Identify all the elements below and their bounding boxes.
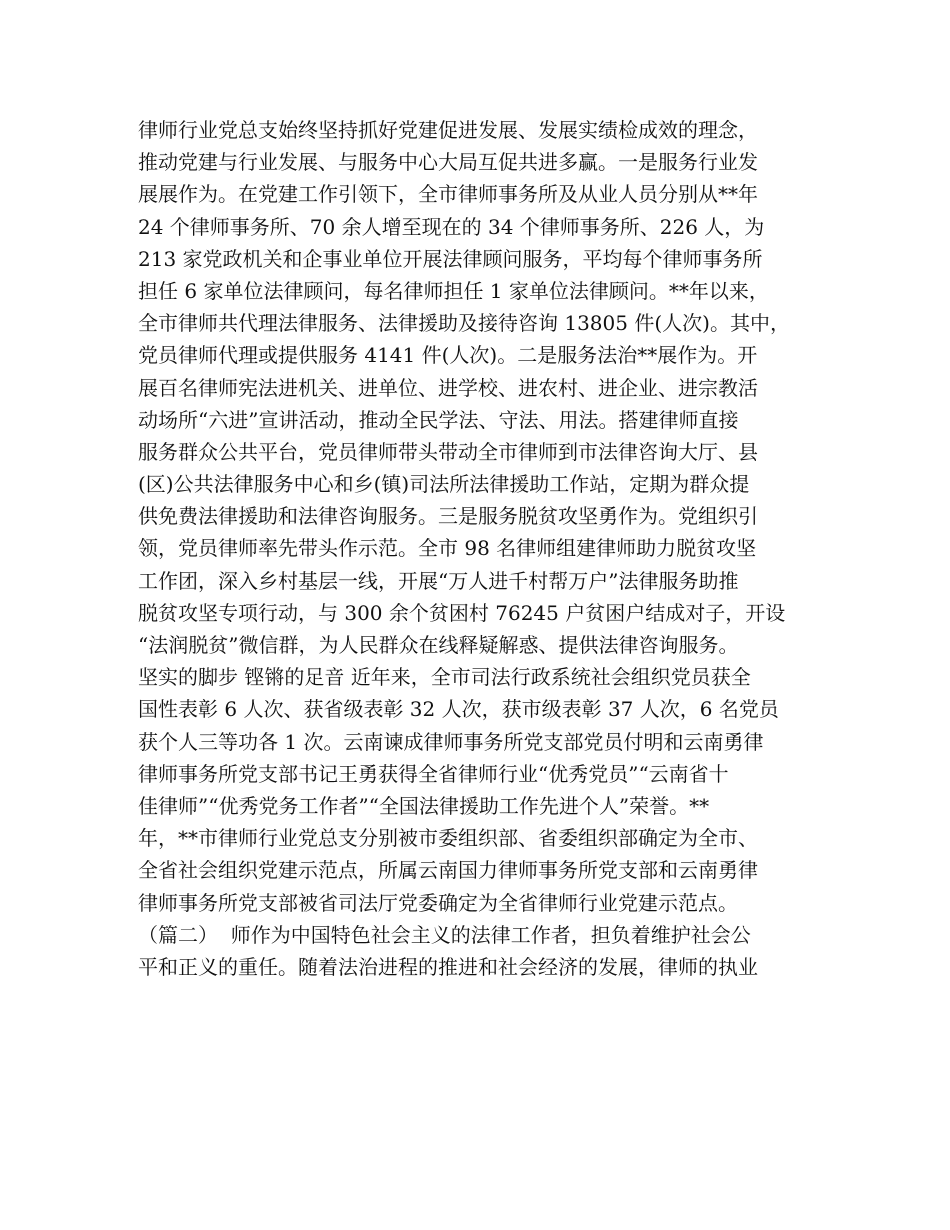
text-line: 领，党员律师率先带头作示范。全市 98 名律师组建律师助力脱贫攻坚 [138, 536, 757, 561]
text-line: 律师行业党总支始终坚持抓好党建促进发展、发展实绩检成效的理念， [138, 118, 758, 142]
text-line: 平和正义的重任。随着法治进程的推进和社会经济的发展，律师的执业 [138, 954, 758, 979]
text-line: (区)公共法律服务中心和乡(镇)司法所法律援助工作站，定期为群众提 [138, 472, 750, 497]
text-line: 党员律师代理或提供服务 4141 件(人次)。二是服务法治**展作为。开 [138, 343, 758, 368]
text-line: 24 个律师事务所、70 余人增至现在的 34 个律师事务所、226 人，为 [138, 214, 765, 239]
text-line: 担任 6 家单位法律顾问，每名律师担任 1 家单位法律顾问。**年以来， [138, 278, 769, 303]
text-line: 213 家党政机关和企事业单位开展法律顾问服务，平均每个律师事务所 [138, 246, 763, 271]
text-line: 律师事务所党支部被省司法厅党委确定为全省律师行业党建示范点。 [138, 890, 738, 915]
text-line: 全省社会组织党建示范点，所属云南国力律师事务所党支部和云南勇律 [138, 858, 758, 883]
text-line: 推动党建与行业发展、与服务中心大局互促共进多赢。一是服务行业发 [138, 150, 758, 175]
text-line: 年，**市律师行业党总支分别被市委组织部、省委组织部确定为全市、 [138, 826, 758, 851]
text-line: 展百名律师宪法进机关、进单位、进学校、进农村、进企业、进宗教活 [138, 375, 758, 400]
text-line: 全市律师共代理法律服务、法律援助及接待咨询 13805 件(人次)。其中， [138, 311, 790, 336]
text-line: 律师事务所党支部书记王勇获得全省律师行业“优秀党员”“云南省十 [138, 761, 729, 786]
text-line: 工作团，深入乡村基层一线，开展“万人进千村帮万户”法律服务助推 [138, 568, 739, 593]
text-line: 坚实的脚步 铿锵的足音 近年来，全市司法行政系统社会组织党员获全 [138, 665, 751, 690]
text-line: 佳律师”“优秀党务工作者”“全国法律援助工作先进个人”荣誉。** [138, 793, 710, 818]
text-line: “法润脱贫”微信群，为人民群众在线释疑解惑、提供法律咨询服务。 [138, 633, 739, 657]
text-line: 动场所“六进”宣讲活动，推动全民学法、守法、用法。搭建律师直接 [138, 407, 739, 432]
text-line: 国性表彰 6 人次、获省级表彰 32 人次，获市级表彰 37 人次，6 名党员 [138, 697, 779, 722]
text-line: 脱贫攻坚专项行动，与 300 余个贫困村 76245 户贫困户结成对子，开设 [138, 600, 786, 625]
text-line: 服务群众公共平台，党员律师带头带动全市律师到市法律咨询大厅、县 [138, 439, 758, 464]
document-body [138, 114, 828, 983]
text-line: 展展作为。在党建工作引领下，全市律师事务所及从业人员分别从**年 [138, 182, 758, 207]
text-line: 供免费法律援助和法律咨询服务。三是服务脱贫攻坚勇作为。党组织引 [138, 504, 758, 529]
text-line: （篇二） 师作为中国特色社会主义的法律工作者，担负着维护社会公 [138, 922, 751, 947]
text-line: 获个人三等功各 1 次。云南谏成律师事务所党支部党员付明和云南勇律 [138, 729, 764, 754]
